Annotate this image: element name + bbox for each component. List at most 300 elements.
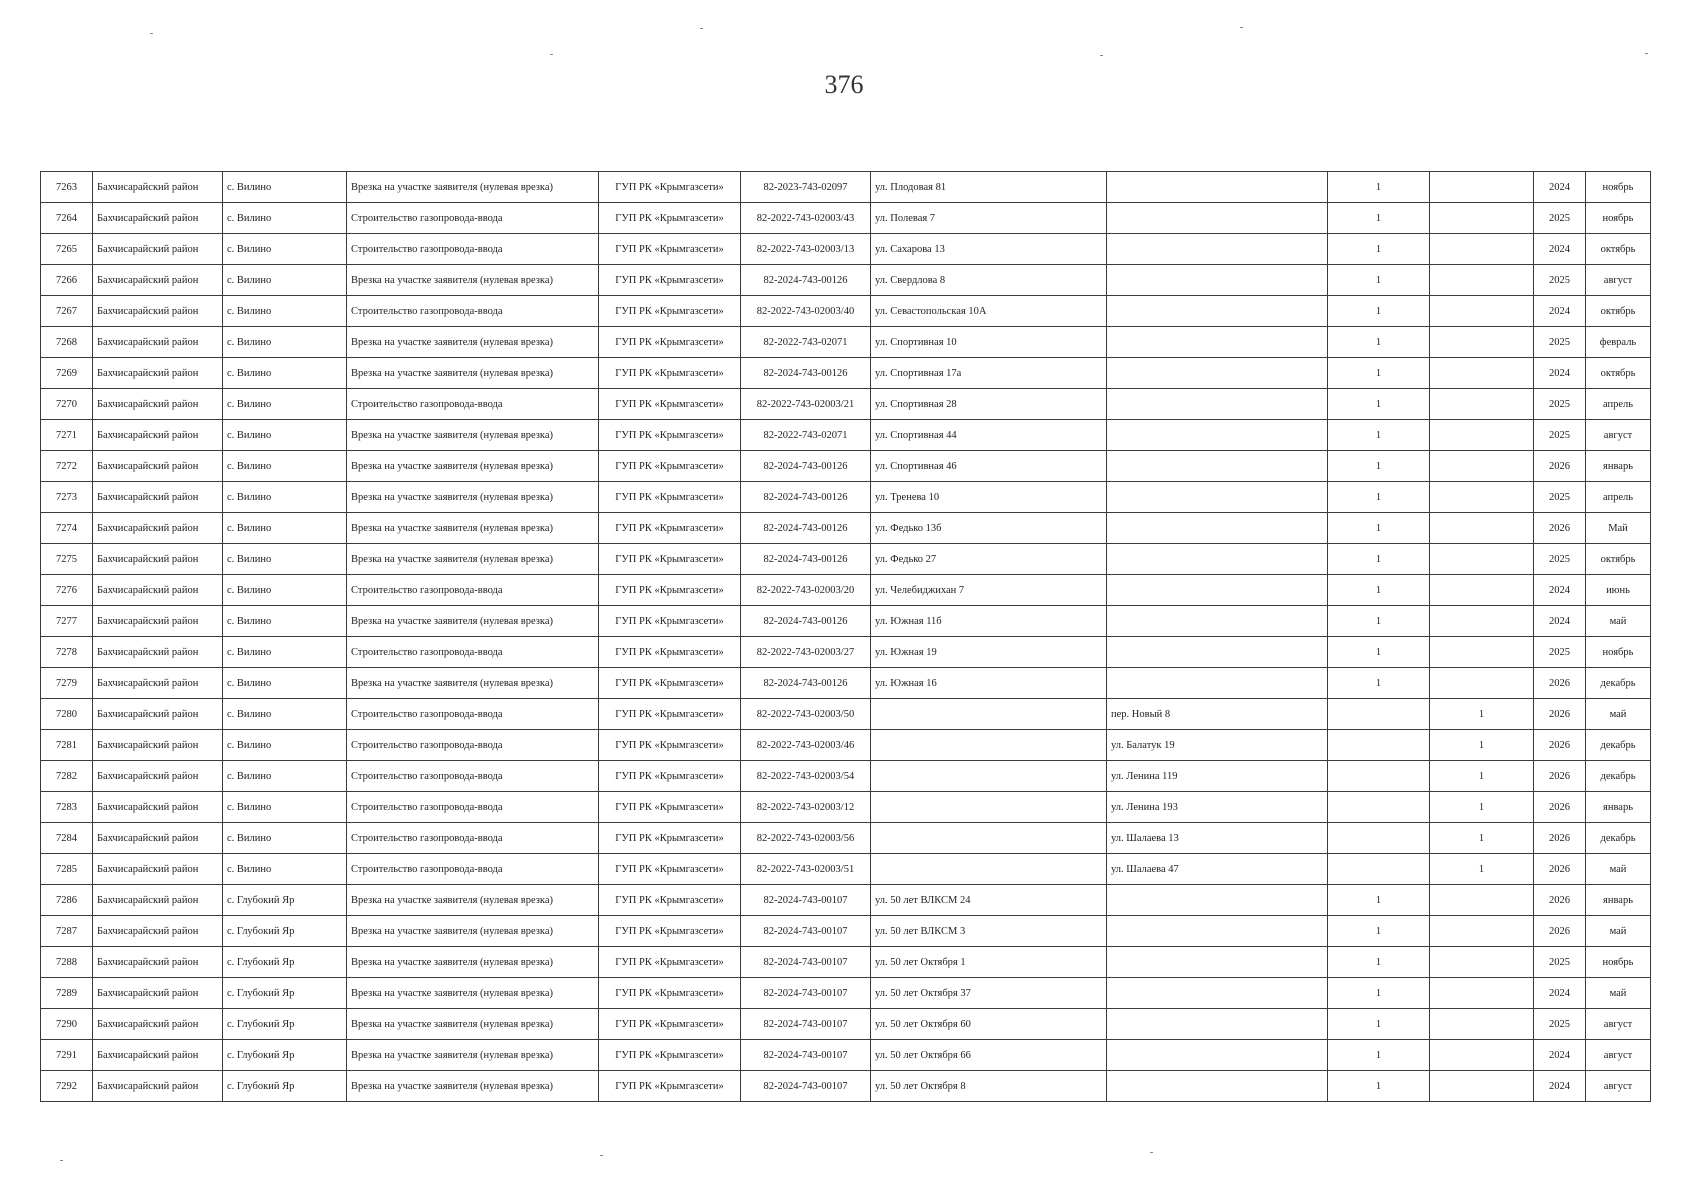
- table-row: [41, 513, 1651, 544]
- month-cell: май: [1586, 606, 1651, 637]
- village-cell: с. Вилино: [223, 792, 347, 823]
- district-cell: Бахчисарайский район: [93, 172, 223, 203]
- table-row: [41, 420, 1651, 451]
- year-cell: 2026: [1534, 792, 1586, 823]
- district-cell: Бахчисарайский район: [93, 544, 223, 575]
- quantity-cell: 1: [1328, 606, 1430, 637]
- quantity-alt-cell: [1430, 172, 1534, 203]
- row-number-cell: 7284: [41, 823, 93, 854]
- request-code-cell: 82-2022-743-02003/46: [741, 730, 871, 761]
- request-code-cell: 82-2024-743-00107: [741, 947, 871, 978]
- quantity-cell: 1: [1328, 513, 1430, 544]
- year-cell: 2026: [1534, 761, 1586, 792]
- table-row: [41, 234, 1651, 265]
- month-cell: октябрь: [1586, 544, 1651, 575]
- table-row: [41, 761, 1651, 792]
- address-alt-cell: пер. Новый 8: [1107, 699, 1328, 730]
- district-cell: Бахчисарайский район: [93, 730, 223, 761]
- quantity-cell: 1: [1328, 1040, 1430, 1071]
- month-cell: февраль: [1586, 327, 1651, 358]
- organization-cell: ГУП РК «Крымгазсети»: [599, 606, 741, 637]
- row-number-cell: 7285: [41, 854, 93, 885]
- month-cell: декабрь: [1586, 823, 1651, 854]
- address-cell: ул. Плодовая 81: [871, 172, 1107, 203]
- quantity-cell: 1: [1328, 978, 1430, 1009]
- organization-cell: ГУП РК «Крымгазсети»: [599, 296, 741, 327]
- quantity-alt-cell: 1: [1430, 699, 1534, 730]
- village-cell: с. Вилино: [223, 575, 347, 606]
- year-cell: 2024: [1534, 1040, 1586, 1071]
- year-cell: 2026: [1534, 854, 1586, 885]
- year-cell: 2026: [1534, 451, 1586, 482]
- address-cell: ул. Спортивная 44: [871, 420, 1107, 451]
- address-cell: ул. Севастопольская 10А: [871, 296, 1107, 327]
- month-cell: декабрь: [1586, 761, 1651, 792]
- quantity-alt-cell: [1430, 978, 1534, 1009]
- district-cell: Бахчисарайский район: [93, 265, 223, 296]
- row-number-cell: 7283: [41, 792, 93, 823]
- month-cell: апрель: [1586, 482, 1651, 513]
- work-type-cell: Врезка на участке заявителя (нулевая врезка): [347, 451, 599, 482]
- district-cell: Бахчисарайский район: [93, 885, 223, 916]
- quantity-cell: 1: [1328, 203, 1430, 234]
- quantity-cell: 1: [1328, 668, 1430, 699]
- month-cell: ноябрь: [1586, 203, 1651, 234]
- row-number-cell: 7281: [41, 730, 93, 761]
- address-alt-cell: ул. Балатук 19: [1107, 730, 1328, 761]
- month-cell: май: [1586, 916, 1651, 947]
- address-cell: ул. 50 лет Октября 60: [871, 1009, 1107, 1040]
- work-type-cell: Строительство газопровода-ввода: [347, 792, 599, 823]
- row-number-cell: 7272: [41, 451, 93, 482]
- request-code-cell: 82-2022-743-02071: [741, 420, 871, 451]
- scan-speck: [700, 28, 703, 29]
- address-alt-cell: [1107, 668, 1328, 699]
- month-cell: ноябрь: [1586, 637, 1651, 668]
- table-row: [41, 389, 1651, 420]
- organization-cell: ГУП РК «Крымгазсети»: [599, 792, 741, 823]
- table-row: [41, 358, 1651, 389]
- district-cell: Бахчисарайский район: [93, 358, 223, 389]
- work-type-cell: Строительство газопровода-ввода: [347, 575, 599, 606]
- year-cell: 2024: [1534, 575, 1586, 606]
- table-row: [41, 730, 1651, 761]
- quantity-alt-cell: [1430, 885, 1534, 916]
- address-alt-cell: [1107, 513, 1328, 544]
- request-code-cell: 82-2024-743-00107: [741, 1009, 871, 1040]
- quantity-cell: [1328, 730, 1430, 761]
- address-alt-cell: [1107, 947, 1328, 978]
- month-cell: октябрь: [1586, 234, 1651, 265]
- table-row: [41, 854, 1651, 885]
- address-alt-cell: ул. Ленина 193: [1107, 792, 1328, 823]
- address-alt-cell: [1107, 482, 1328, 513]
- table-row: [41, 265, 1651, 296]
- district-cell: Бахчисарайский район: [93, 203, 223, 234]
- month-cell: январь: [1586, 792, 1651, 823]
- address-cell: ул. Южная 19: [871, 637, 1107, 668]
- village-cell: с. Вилино: [223, 203, 347, 234]
- year-cell: 2026: [1534, 513, 1586, 544]
- quantity-alt-cell: [1430, 1071, 1534, 1102]
- address-alt-cell: [1107, 327, 1328, 358]
- table-row: [41, 296, 1651, 327]
- district-cell: Бахчисарайский район: [93, 823, 223, 854]
- quantity-cell: [1328, 854, 1430, 885]
- request-code-cell: 82-2024-743-00107: [741, 885, 871, 916]
- organization-cell: ГУП РК «Крымгазсети»: [599, 637, 741, 668]
- scan-speck: [150, 33, 153, 34]
- year-cell: 2026: [1534, 730, 1586, 761]
- row-number-cell: 7291: [41, 1040, 93, 1071]
- table-row: [41, 1040, 1651, 1071]
- organization-cell: ГУП РК «Крымгазсети»: [599, 234, 741, 265]
- work-type-cell: Строительство газопровода-ввода: [347, 761, 599, 792]
- address-cell: [871, 854, 1107, 885]
- district-cell: Бахчисарайский район: [93, 978, 223, 1009]
- request-code-cell: 82-2022-743-02003/13: [741, 234, 871, 265]
- request-code-cell: 82-2022-743-02003/54: [741, 761, 871, 792]
- year-cell: 2025: [1534, 327, 1586, 358]
- year-cell: 2025: [1534, 544, 1586, 575]
- table-row: [41, 947, 1651, 978]
- address-cell: ул. Свердлова 8: [871, 265, 1107, 296]
- row-number-cell: 7289: [41, 978, 93, 1009]
- work-type-cell: Врезка на участке заявителя (нулевая врезка): [347, 947, 599, 978]
- organization-cell: ГУП РК «Крымгазсети»: [599, 451, 741, 482]
- address-alt-cell: ул. Ленина 119: [1107, 761, 1328, 792]
- address-alt-cell: [1107, 1009, 1328, 1040]
- year-cell: 2025: [1534, 1009, 1586, 1040]
- row-number-cell: 7265: [41, 234, 93, 265]
- address-alt-cell: [1107, 389, 1328, 420]
- row-number-cell: 7274: [41, 513, 93, 544]
- village-cell: с. Вилино: [223, 730, 347, 761]
- address-cell: [871, 823, 1107, 854]
- table-row: [41, 699, 1651, 730]
- village-cell: с. Вилино: [223, 358, 347, 389]
- row-number-cell: 7282: [41, 761, 93, 792]
- page-number: 376: [824, 70, 864, 99]
- month-cell: октябрь: [1586, 358, 1651, 389]
- registry-table: [40, 171, 1651, 1102]
- row-number-cell: 7288: [41, 947, 93, 978]
- organization-cell: ГУП РК «Крымгазсети»: [599, 420, 741, 451]
- table-body: [41, 172, 1651, 1102]
- village-cell: с. Вилино: [223, 668, 347, 699]
- address-alt-cell: ул. Шалаева 47: [1107, 854, 1328, 885]
- village-cell: с. Вилино: [223, 172, 347, 203]
- scan-speck: [600, 1155, 603, 1156]
- address-cell: ул. Федько 13б: [871, 513, 1107, 544]
- village-cell: с. Вилино: [223, 327, 347, 358]
- organization-cell: ГУП РК «Крымгазсети»: [599, 172, 741, 203]
- address-cell: ул. 50 лет Октября 37: [871, 978, 1107, 1009]
- organization-cell: ГУП РК «Крымгазсети»: [599, 358, 741, 389]
- year-cell: 2024: [1534, 296, 1586, 327]
- request-code-cell: 82-2024-743-00107: [741, 1071, 871, 1102]
- quantity-cell: 1: [1328, 265, 1430, 296]
- scan-speck: [1100, 55, 1103, 56]
- address-alt-cell: [1107, 637, 1328, 668]
- village-cell: с. Глубокий Яр: [223, 947, 347, 978]
- month-cell: август: [1586, 1009, 1651, 1040]
- quantity-cell: [1328, 699, 1430, 730]
- work-type-cell: Строительство газопровода-ввода: [347, 296, 599, 327]
- request-code-cell: 82-2022-743-02003/50: [741, 699, 871, 730]
- address-cell: ул. Сахарова 13: [871, 234, 1107, 265]
- district-cell: Бахчисарайский район: [93, 451, 223, 482]
- address-cell: [871, 730, 1107, 761]
- row-number-cell: 7266: [41, 265, 93, 296]
- district-cell: Бахчисарайский район: [93, 420, 223, 451]
- organization-cell: ГУП РК «Крымгазсети»: [599, 482, 741, 513]
- quantity-alt-cell: [1430, 947, 1534, 978]
- quantity-alt-cell: [1430, 1009, 1534, 1040]
- year-cell: 2026: [1534, 885, 1586, 916]
- village-cell: с. Глубокий Яр: [223, 1071, 347, 1102]
- village-cell: с. Вилино: [223, 420, 347, 451]
- district-cell: Бахчисарайский район: [93, 668, 223, 699]
- organization-cell: ГУП РК «Крымгазсети»: [599, 699, 741, 730]
- request-code-cell: 82-2022-743-02003/51: [741, 854, 871, 885]
- request-code-cell: 82-2022-743-02071: [741, 327, 871, 358]
- month-cell: ноябрь: [1586, 172, 1651, 203]
- work-type-cell: Врезка на участке заявителя (нулевая врезка): [347, 172, 599, 203]
- quantity-cell: [1328, 823, 1430, 854]
- address-cell: ул. Полевая 7: [871, 203, 1107, 234]
- work-type-cell: Врезка на участке заявителя (нулевая врезка): [347, 916, 599, 947]
- table-row: [41, 1009, 1651, 1040]
- quantity-cell: 1: [1328, 575, 1430, 606]
- organization-cell: ГУП РК «Крымгазсети»: [599, 575, 741, 606]
- quantity-cell: 1: [1328, 947, 1430, 978]
- month-cell: апрель: [1586, 389, 1651, 420]
- row-number-cell: 7271: [41, 420, 93, 451]
- village-cell: с. Глубокий Яр: [223, 1009, 347, 1040]
- district-cell: Бахчисарайский район: [93, 513, 223, 544]
- work-type-cell: Врезка на участке заявителя (нулевая врезка): [347, 265, 599, 296]
- address-alt-cell: [1107, 1071, 1328, 1102]
- work-type-cell: Врезка на участке заявителя (нулевая врезка): [347, 668, 599, 699]
- quantity-alt-cell: [1430, 668, 1534, 699]
- village-cell: с. Вилино: [223, 234, 347, 265]
- district-cell: Бахчисарайский район: [93, 699, 223, 730]
- table-row: [41, 792, 1651, 823]
- district-cell: Бахчисарайский район: [93, 1009, 223, 1040]
- address-cell: ул. Спортивная 28: [871, 389, 1107, 420]
- request-code-cell: 82-2023-743-02097: [741, 172, 871, 203]
- row-number-cell: 7292: [41, 1071, 93, 1102]
- organization-cell: ГУП РК «Крымгазсети»: [599, 761, 741, 792]
- address-cell: ул. 50 лет ВЛКСМ 24: [871, 885, 1107, 916]
- district-cell: Бахчисарайский район: [93, 575, 223, 606]
- quantity-cell: 1: [1328, 389, 1430, 420]
- organization-cell: ГУП РК «Крымгазсети»: [599, 854, 741, 885]
- request-code-cell: 82-2022-743-02003/43: [741, 203, 871, 234]
- row-number-cell: 7287: [41, 916, 93, 947]
- row-number-cell: 7279: [41, 668, 93, 699]
- scan-speck: [60, 1160, 63, 1161]
- work-type-cell: Строительство газопровода-ввода: [347, 389, 599, 420]
- address-cell: ул. 50 лет Октября 8: [871, 1071, 1107, 1102]
- row-number-cell: 7275: [41, 544, 93, 575]
- year-cell: 2024: [1534, 1071, 1586, 1102]
- quantity-alt-cell: [1430, 265, 1534, 296]
- table-row: [41, 885, 1651, 916]
- quantity-cell: 1: [1328, 358, 1430, 389]
- village-cell: с. Глубокий Яр: [223, 1040, 347, 1071]
- quantity-alt-cell: 1: [1430, 854, 1534, 885]
- year-cell: 2024: [1534, 358, 1586, 389]
- work-type-cell: Строительство газопровода-ввода: [347, 823, 599, 854]
- address-cell: ул. Челебиджихан 7: [871, 575, 1107, 606]
- village-cell: с. Вилино: [223, 637, 347, 668]
- row-number-cell: 7270: [41, 389, 93, 420]
- district-cell: Бахчисарайский район: [93, 482, 223, 513]
- quantity-alt-cell: [1430, 513, 1534, 544]
- district-cell: Бахчисарайский район: [93, 389, 223, 420]
- month-cell: октябрь: [1586, 296, 1651, 327]
- village-cell: с. Вилино: [223, 513, 347, 544]
- quantity-alt-cell: 1: [1430, 792, 1534, 823]
- request-code-cell: 82-2022-743-02003/56: [741, 823, 871, 854]
- table-row: [41, 172, 1651, 203]
- village-cell: с. Вилино: [223, 699, 347, 730]
- quantity-alt-cell: [1430, 606, 1534, 637]
- row-number-cell: 7286: [41, 885, 93, 916]
- quantity-cell: 1: [1328, 451, 1430, 482]
- scan-speck: [550, 54, 553, 55]
- table-row: [41, 544, 1651, 575]
- village-cell: с. Вилино: [223, 606, 347, 637]
- month-cell: декабрь: [1586, 730, 1651, 761]
- village-cell: с. Вилино: [223, 451, 347, 482]
- quantity-cell: 1: [1328, 327, 1430, 358]
- quantity-alt-cell: [1430, 203, 1534, 234]
- row-number-cell: 7290: [41, 1009, 93, 1040]
- village-cell: с. Вилино: [223, 482, 347, 513]
- month-cell: май: [1586, 978, 1651, 1009]
- village-cell: с. Вилино: [223, 544, 347, 575]
- organization-cell: ГУП РК «Крымгазсети»: [599, 1009, 741, 1040]
- request-code-cell: 82-2024-743-00126: [741, 606, 871, 637]
- organization-cell: ГУП РК «Крымгазсети»: [599, 513, 741, 544]
- work-type-cell: Врезка на участке заявителя (нулевая врезка): [347, 327, 599, 358]
- scan-speck: [1645, 53, 1648, 54]
- quantity-cell: [1328, 761, 1430, 792]
- village-cell: с. Вилино: [223, 296, 347, 327]
- year-cell: 2026: [1534, 668, 1586, 699]
- address-cell: ул. 50 лет Октября 66: [871, 1040, 1107, 1071]
- work-type-cell: Врезка на участке заявителя (нулевая врезка): [347, 606, 599, 637]
- organization-cell: ГУП РК «Крымгазсети»: [599, 1071, 741, 1102]
- month-cell: январь: [1586, 451, 1651, 482]
- address-cell: ул. Южная 16: [871, 668, 1107, 699]
- request-code-cell: 82-2024-743-00126: [741, 668, 871, 699]
- address-alt-cell: [1107, 575, 1328, 606]
- quantity-cell: [1328, 792, 1430, 823]
- table-row: [41, 606, 1651, 637]
- organization-cell: ГУП РК «Крымгазсети»: [599, 327, 741, 358]
- quantity-alt-cell: [1430, 916, 1534, 947]
- work-type-cell: Врезка на участке заявителя (нулевая врезка): [347, 885, 599, 916]
- village-cell: с. Вилино: [223, 823, 347, 854]
- year-cell: 2026: [1534, 916, 1586, 947]
- table-row: [41, 482, 1651, 513]
- organization-cell: ГУП РК «Крымгазсети»: [599, 730, 741, 761]
- month-cell: ноябрь: [1586, 947, 1651, 978]
- address-cell: ул. 50 лет Октября 1: [871, 947, 1107, 978]
- request-code-cell: 82-2024-743-00107: [741, 978, 871, 1009]
- quantity-alt-cell: [1430, 296, 1534, 327]
- district-cell: Бахчисарайский район: [93, 761, 223, 792]
- work-type-cell: Строительство газопровода-ввода: [347, 637, 599, 668]
- year-cell: 2026: [1534, 823, 1586, 854]
- scan-speck: [1150, 1152, 1153, 1153]
- address-cell: ул. Спортивная 46: [871, 451, 1107, 482]
- district-cell: Бахчисарайский район: [93, 1040, 223, 1071]
- table-row: [41, 916, 1651, 947]
- address-cell: ул. Спортивная 17а: [871, 358, 1107, 389]
- village-cell: с. Глубокий Яр: [223, 885, 347, 916]
- work-type-cell: Врезка на участке заявителя (нулевая врезка): [347, 420, 599, 451]
- row-number-cell: 7268: [41, 327, 93, 358]
- table-row: [41, 823, 1651, 854]
- table-row: [41, 451, 1651, 482]
- scan-speck: [1240, 27, 1243, 28]
- address-cell: ул. 50 лет ВЛКСМ 3: [871, 916, 1107, 947]
- district-cell: Бахчисарайский район: [93, 916, 223, 947]
- work-type-cell: Врезка на участке заявителя (нулевая врезка): [347, 513, 599, 544]
- month-cell: август: [1586, 1040, 1651, 1071]
- address-alt-cell: [1107, 451, 1328, 482]
- work-type-cell: Строительство газопровода-ввода: [347, 730, 599, 761]
- year-cell: 2025: [1534, 203, 1586, 234]
- address-cell: [871, 699, 1107, 730]
- address-alt-cell: [1107, 203, 1328, 234]
- quantity-alt-cell: [1430, 358, 1534, 389]
- address-alt-cell: [1107, 420, 1328, 451]
- request-code-cell: 82-2022-743-02003/12: [741, 792, 871, 823]
- request-code-cell: 82-2022-743-02003/20: [741, 575, 871, 606]
- row-number-cell: 7264: [41, 203, 93, 234]
- organization-cell: ГУП РК «Крымгазсети»: [599, 947, 741, 978]
- table-row: [41, 1071, 1651, 1102]
- year-cell: 2024: [1534, 978, 1586, 1009]
- request-code-cell: 82-2024-743-00126: [741, 265, 871, 296]
- request-code-cell: 82-2022-743-02003/27: [741, 637, 871, 668]
- work-type-cell: Врезка на участке заявителя (нулевая врезка): [347, 1071, 599, 1102]
- quantity-cell: 1: [1328, 296, 1430, 327]
- month-cell: август: [1586, 420, 1651, 451]
- organization-cell: ГУП РК «Крымгазсети»: [599, 978, 741, 1009]
- table-row: [41, 978, 1651, 1009]
- request-code-cell: 82-2022-743-02003/21: [741, 389, 871, 420]
- row-number-cell: 7280: [41, 699, 93, 730]
- year-cell: 2025: [1534, 389, 1586, 420]
- address-alt-cell: [1107, 172, 1328, 203]
- organization-cell: ГУП РК «Крымгазсети»: [599, 885, 741, 916]
- address-alt-cell: ул. Шалаева 13: [1107, 823, 1328, 854]
- address-cell: [871, 761, 1107, 792]
- month-cell: Май: [1586, 513, 1651, 544]
- quantity-alt-cell: 1: [1430, 761, 1534, 792]
- quantity-alt-cell: 1: [1430, 823, 1534, 854]
- quantity-alt-cell: [1430, 575, 1534, 606]
- address-alt-cell: [1107, 358, 1328, 389]
- address-alt-cell: [1107, 1040, 1328, 1071]
